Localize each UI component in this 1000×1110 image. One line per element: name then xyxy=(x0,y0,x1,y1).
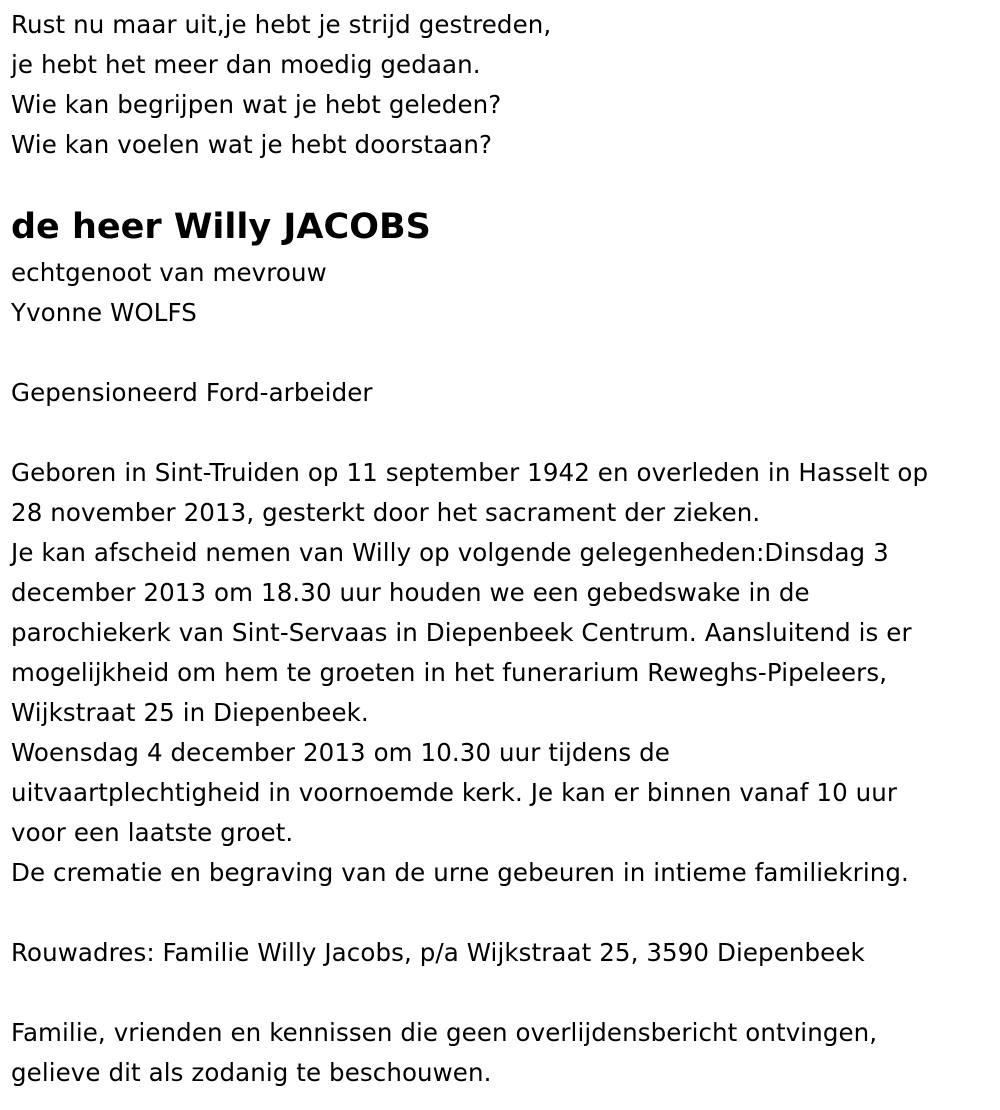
details-line: uitvaartplechtigheid in voornoemde kerk. Je kan er binnen vanaf 10 uur xyxy=(11,778,898,807)
occupation-text: Gepensioneerd Ford-arbeider xyxy=(11,378,373,407)
deceased-name: de heer Willy JACOBS xyxy=(11,207,431,247)
poem-line: Rust nu maar uit,je hebt je strijd gestreden, xyxy=(11,10,552,39)
details-line: 28 november 2013, gesterkt door het sacrament der zieken. xyxy=(11,498,761,527)
details-line: Woensdag 4 december 2013 om 10.30 uur tijdens de xyxy=(11,738,670,767)
occupation xyxy=(11,373,373,413)
spouse-line: echtgenoot van mevrouw xyxy=(11,258,327,287)
details-line: De crematie en begraving van de urne gebeuren in intieme familiekring. xyxy=(11,858,909,887)
poem-line: Wie kan begrijpen wat je hebt geleden? xyxy=(11,90,502,119)
details-line: mogelijkheid om hem te groeten in het funerarium Reweghs-Pipeleers, xyxy=(11,658,888,687)
poem-line: je hebt het meer dan moedig gedaan. xyxy=(11,50,481,79)
mourning-address xyxy=(11,933,865,973)
spouse-info xyxy=(11,253,327,333)
details-line: Geboren in Sint-Truiden op 11 september 1942 en overleden in Hasselt op xyxy=(11,458,929,487)
poem xyxy=(11,5,551,165)
details-line: parochiekerk van Sint-Servaas in Diepenbeek Centrum. Aansluitend is er xyxy=(11,618,912,647)
details-line: Wijkstraat 25 in Diepenbeek. xyxy=(11,698,369,727)
poem-line: Wie kan voelen wat je hebt doorstaan? xyxy=(11,130,493,159)
details-line: voor een laatste groet. xyxy=(11,818,294,847)
details-line: Je kan afscheid nemen van Willy op volgende gelegenheden:Dinsdag 3 xyxy=(11,538,889,567)
notice-line: Familie, vrienden en kennissen die geen overlijdensbericht ontvingen, xyxy=(11,1018,878,1047)
spouse-name: Yvonne WOLFS xyxy=(11,298,197,327)
closing-notice xyxy=(11,1013,877,1093)
details-paragraph xyxy=(11,453,928,893)
address-text: Rouwadres: Familie Willy Jacobs, p/a Wijkstraat 25, 3590 Diepenbeek xyxy=(11,938,865,967)
notice-line: gelieve dit als zodanig te beschouwen. xyxy=(11,1058,492,1087)
details-line: december 2013 om 18.30 uur houden we een gebedswake in de xyxy=(11,578,810,607)
